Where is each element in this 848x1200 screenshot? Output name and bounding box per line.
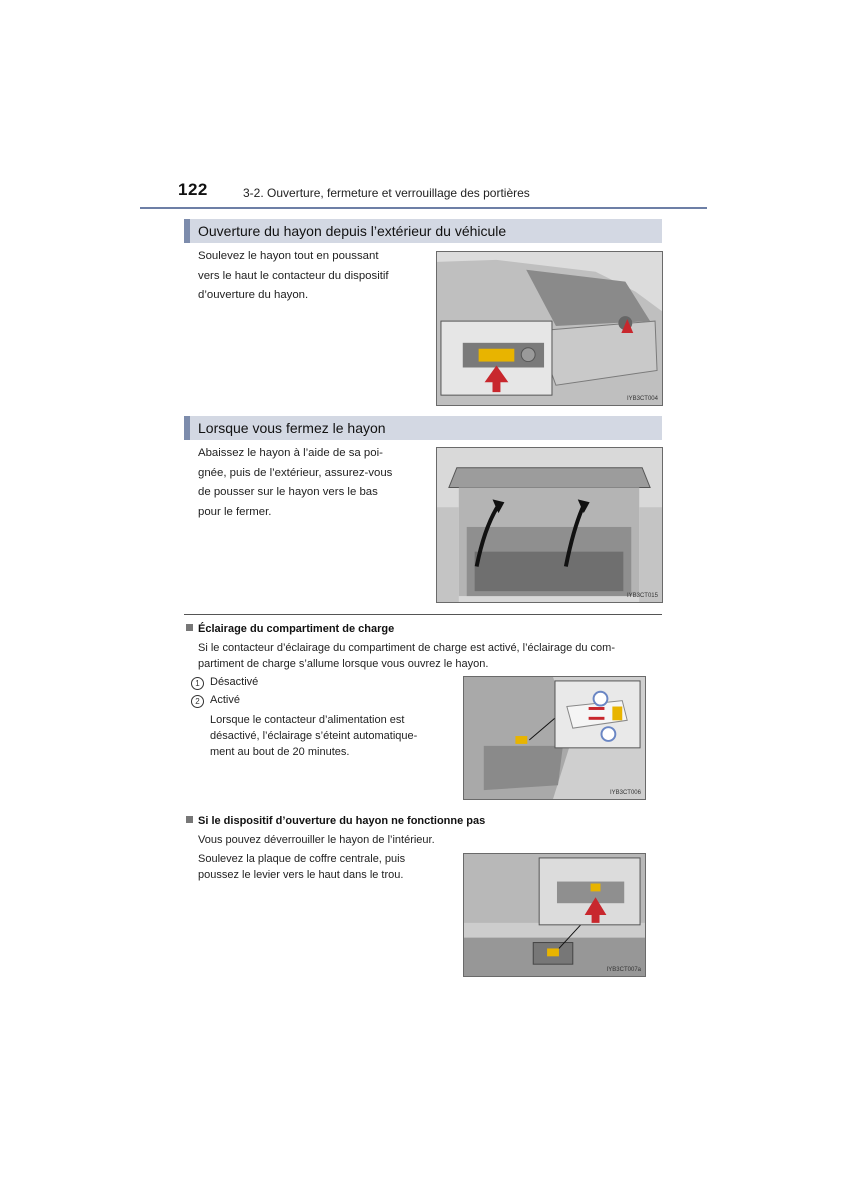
note-heading-cargo-light [186, 623, 394, 635]
image-code: IYB3CT006 [609, 790, 641, 796]
note1-paragraph [198, 640, 662, 672]
note1-item2-paragraph [210, 712, 448, 760]
note-heading-text: Éclairage du compartiment de charge [198, 623, 395, 635]
text-line: Soulevez le hayon tout en poussant [198, 250, 379, 262]
text-line: Si le contacteur d’éclairage du compartiment de charge est activé, l’éclairage du com- [198, 642, 615, 654]
text-line: d’ouverture du hayon. [198, 289, 309, 301]
tailgate-closing-illustration [436, 447, 663, 603]
section1-paragraph [198, 247, 424, 306]
cargo-light-switch-illustration [463, 676, 646, 800]
square-bullet-icon [186, 624, 193, 631]
section-heading-open-tailgate [184, 219, 662, 243]
square-bullet-icon [186, 816, 193, 823]
image-code: IYB3CT015 [626, 593, 658, 599]
notes-divider [184, 614, 662, 615]
text-line: ment au bout de 20 minutes. [210, 746, 350, 758]
note2-paragraph [198, 851, 448, 883]
text-line: Lorsque le contacteur d’alimentation est [210, 714, 405, 726]
section-heading-close-tailgate [184, 416, 662, 440]
page-number: 122 [178, 180, 208, 199]
note-heading-opener-fails [186, 815, 485, 827]
text-line: partiment de charge s’allume lorsque vous ouvrez le hayon. [198, 658, 489, 670]
text-line: Abaissez le hayon à l’aide de sa poi- [198, 447, 383, 459]
emergency-release-illustration [463, 853, 646, 977]
chapter-title: 3-2. Ouverture, fermeture et verrouillage des portières [243, 186, 530, 200]
text-line: pour le fermer. [198, 505, 272, 518]
tailgate-exterior-illustration [436, 251, 663, 406]
image-code: IYB3CT007a [606, 967, 641, 973]
text-line: de pousser sur le hayon vers le bas [198, 486, 378, 498]
header-divider [140, 207, 707, 209]
image-code: IYB3CT004 [626, 396, 658, 402]
note2-intro: Vous pouvez déverrouiller le hayon de l’intérieur. [198, 834, 435, 846]
circled-number-1-icon: 1 [191, 677, 204, 690]
circled-number-2-icon: 2 [191, 695, 204, 708]
section-heading-text: Lorsque vous fermez le hayon [198, 420, 386, 436]
section2-paragraph [198, 444, 424, 522]
note-heading-text: Si le dispositif d’ouverture du hayon ne fonctionne pas [198, 815, 486, 827]
list-item-off: Désactivé [210, 676, 259, 688]
text-line: désactivé, l’éclairage s’éteint automatique- [210, 730, 418, 742]
list-item-on: Activé [210, 694, 240, 706]
section-heading-text: Ouverture du hayon depuis l’extérieur du véhicule [198, 223, 507, 239]
text-line: Soulevez la plaque de coffre centrale, puis [198, 853, 406, 865]
text-line: gnée, puis de l’extérieur, assurez-vous [198, 466, 393, 479]
text-line: vers le haut le contacteur du dispositif [198, 269, 389, 282]
text-line: poussez le levier vers le haut dans le trou. [198, 869, 404, 881]
